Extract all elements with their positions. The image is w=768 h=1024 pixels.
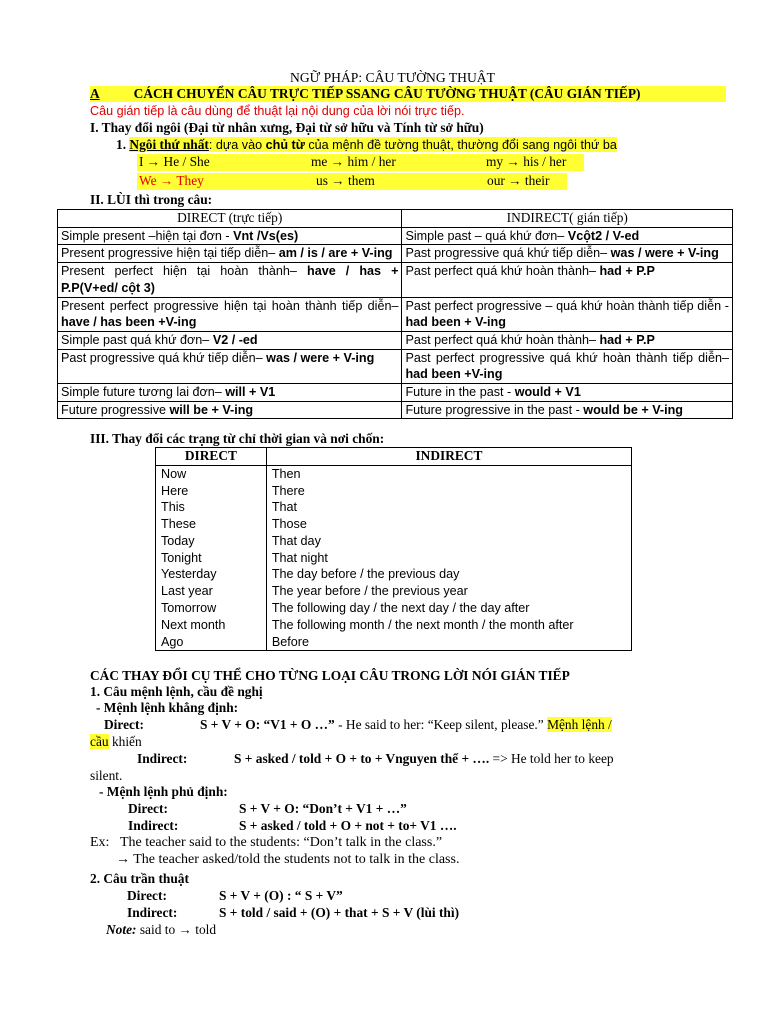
direct-adverb: Yesterday — [156, 566, 267, 583]
part2-heading: II. LÙI thì trong câu: — [90, 192, 213, 207]
s2-indirect-formula: S + told / said + (O) + that + S + V (lùi thì) — [219, 905, 460, 920]
aff-direct-content — [200, 717, 612, 733]
indirect-cell — [402, 401, 733, 419]
indirect-adverb: There — [266, 483, 631, 500]
tense-name: Present progressive hiện tại tiếp diễn– — [61, 246, 279, 261]
tense-formula: have / has been +V-ing — [61, 315, 197, 330]
pronoun-pair: I → He / She — [139, 154, 210, 169]
direct-cell — [58, 263, 402, 297]
note-label: Note: — [106, 922, 137, 937]
document-title: NGỮ PHÁP: CÂU TƯỜNG THUẬT — [290, 70, 495, 85]
tense-name: Future progressive — [61, 402, 170, 417]
neg-direct-formula: S + V + O: “Don’t + V1 + …” — [239, 801, 407, 816]
tense-name: Past progressive quá khứ tiếp diễn– — [61, 350, 267, 365]
tense-formula: am / is / are + V-ing — [278, 246, 393, 261]
part3-heading: III. Thay đổi các trạng từ chỉ thời gian và nơi chốn: — [90, 431, 385, 446]
indirect-adverb: The day before / the previous day — [266, 566, 631, 583]
s1-heading: 1. Câu mệnh lệnh, cầu đề nghị — [90, 684, 263, 699]
indirect-label: Indirect: — [137, 751, 188, 766]
direct-adverb: These — [156, 516, 267, 533]
tense-formula: V2 / -ed — [212, 332, 258, 347]
direct-cell — [58, 401, 402, 419]
aff-indirect-content — [234, 751, 614, 767]
part4-heading: CÁC THAY ĐỔI CỤ THỂ CHO TỪNG LOẠI CÂU TRONG LỜI NÓI GIÁN TIẾP — [90, 668, 570, 683]
table-header-row — [58, 210, 733, 228]
item-bold: chủ từ — [265, 138, 305, 152]
s1-neg-heading: - Mệnh lệnh phủ định: — [99, 784, 228, 799]
direct-cell — [58, 245, 402, 263]
direct-adverb: This — [156, 499, 267, 516]
direct-adverb: Last year — [156, 583, 267, 600]
pronoun-row-2 — [137, 173, 567, 190]
table-row — [156, 483, 632, 500]
aff-direct-line — [104, 717, 144, 733]
indirect-cell — [402, 263, 733, 297]
direct-label: Direct: — [104, 717, 144, 732]
tense-formula: was / were + V-ing — [266, 350, 375, 365]
direct-cell — [58, 349, 402, 383]
pronoun-pair: us → them — [316, 173, 375, 188]
table-row — [58, 331, 733, 349]
s2-indirect-label: Indirect: — [127, 905, 178, 920]
indirect-cell — [402, 349, 733, 383]
table-row — [156, 533, 632, 550]
direct-adverb: Ago — [156, 634, 267, 651]
table-row — [156, 566, 632, 583]
direct-adverb: Today — [156, 533, 267, 550]
pronoun-pair: my → his / her — [486, 154, 567, 169]
column-header-direct: DIRECT (trực tiếp) — [58, 210, 402, 228]
example-text: The teacher said to the students: “Don’t talk in the class.” — [120, 835, 443, 850]
column-header-direct: DIRECT — [156, 448, 267, 466]
item-label: Ngôi thứ nhất — [129, 137, 209, 152]
direct-cell — [58, 384, 402, 402]
tense-formula: have / has + P.P(V+ed/ cột 3) — [61, 264, 399, 295]
table-row — [156, 516, 632, 533]
tense-formula: Vcột2 / V-ed — [567, 228, 640, 243]
neg-direct-label: Direct: — [128, 801, 168, 816]
direct-adverb: Here — [156, 483, 267, 500]
example: - He said to her: “Keep silent, please.” — [334, 717, 548, 732]
table-row — [156, 600, 632, 617]
tense-formula: would + V1 — [514, 385, 581, 400]
tense-table — [57, 209, 733, 419]
direct-adverb: Next month — [156, 617, 267, 634]
table-row — [58, 384, 733, 402]
table-row — [58, 245, 733, 263]
formula: S + asked / told + O + to + Vnguyen thể + …. — [234, 751, 493, 766]
indirect-adverb: The following day / the next day / the day after — [266, 600, 631, 617]
neg-indirect-label: Indirect: — [128, 818, 179, 833]
indirect-cell — [402, 297, 733, 331]
indirect-adverb: That night — [266, 550, 631, 567]
item-number: 1. — [116, 137, 127, 152]
table-row — [156, 465, 632, 482]
tense-name: Simple future tương lai đơn– — [61, 385, 226, 400]
indirect-adverb: That — [266, 499, 631, 516]
section-a-letter: A — [90, 86, 100, 101]
tense-formula: will + V1 — [225, 385, 276, 400]
tense-name: Present perfect progressive hiện tại hoàn thành tiếp diễn– — [61, 298, 399, 313]
direct-adverb: Now — [156, 465, 267, 482]
aff-indirect-example-cont: silent. — [90, 768, 123, 783]
pronoun-pair: me → him / her — [311, 154, 396, 169]
table-header-row — [156, 448, 632, 466]
table-row — [156, 550, 632, 567]
column-header-indirect: INDIRECT( gián tiếp) — [402, 210, 733, 228]
tense-name: Past perfect progressive quá khứ hoàn thành tiếp diễn– — [405, 350, 729, 365]
table-row — [58, 401, 733, 419]
tense-name: Past progressive quá khứ tiếp diễn– — [405, 246, 611, 261]
tense-formula: Vnt /Vs(es) — [233, 228, 299, 243]
indirect-adverb: That day — [266, 533, 631, 550]
direct-adverb: Tonight — [156, 550, 267, 567]
part1-item — [116, 137, 617, 153]
item-text-a: : dựa vào — [208, 138, 266, 152]
indirect-cell — [402, 384, 733, 402]
highlight-note: Mệnh lệnh / — [547, 717, 612, 732]
pronoun-pair: We → They — [139, 173, 204, 188]
note-line — [106, 922, 216, 938]
tense-name: Future in the past - — [405, 385, 515, 400]
direct-cell — [58, 227, 402, 245]
table-row — [58, 349, 733, 383]
tense-name: Future progressive in the past - — [405, 402, 584, 417]
note-rest: khiến — [108, 734, 142, 749]
direct-cell — [58, 331, 402, 349]
adverb-table — [155, 447, 632, 651]
tense-name: Present perfect hiện tại hoàn thành– — [61, 264, 307, 279]
part1-heading: I. Thay đổi ngôi (Đại từ nhân xưng, Đại từ sở hữu và Tính từ sở hữu) — [90, 120, 484, 135]
tense-formula: had been +V-ing — [405, 367, 503, 382]
table-row — [156, 634, 632, 651]
tense-name: Past perfect progressive – quá khứ hoàn thành tiếp diễn - — [405, 298, 729, 313]
indirect-adverb: The following month / the next month / the month after — [266, 617, 631, 634]
tense-formula: had + P.P — [599, 332, 655, 347]
neg-indirect-formula: S + asked / told + O + not + to+ V1 …. — [239, 818, 457, 833]
column-header-indirect: INDIRECT — [266, 448, 631, 466]
formula: S + V + O: “V1 + O …” — [200, 717, 335, 732]
s2-heading: 2. Câu trần thuật — [90, 871, 189, 886]
indirect-cell — [402, 331, 733, 349]
tense-formula: was / were + V-ing — [610, 246, 719, 261]
example-label: Ex: — [90, 835, 110, 850]
pronoun-pair: our → their — [487, 173, 550, 188]
indirect-adverb: Then — [266, 465, 631, 482]
section-a-title: CÁCH CHUYỂN CÂU TRỰC TIẾP SSANG CÂU TƯỜNG THUẬT (CÂU GIÁN TIẾP) — [133, 86, 641, 101]
s1-aff-heading: - Mệnh lệnh khẳng định: — [96, 700, 239, 715]
pronoun-row-1 — [137, 154, 584, 171]
table-row — [156, 617, 632, 634]
example-result: → The teacher asked/told the students not to talk in the class. — [116, 852, 460, 867]
table-row — [156, 583, 632, 600]
indirect-adverb: Before — [266, 634, 631, 651]
direct-adverb: Tomorrow — [156, 600, 267, 617]
s2-direct-formula: S + V + (O) : “ S + V” — [219, 888, 343, 903]
tense-name: Simple present –hiện tại đơn - — [61, 228, 234, 243]
aff-indirect-label — [137, 751, 187, 767]
table-row — [58, 297, 733, 331]
table-row — [58, 263, 733, 297]
tense-name: Simple past quá khứ đơn– — [61, 332, 213, 347]
aff-note-cont — [90, 734, 142, 750]
s2-direct-label: Direct: — [127, 888, 167, 903]
table-row — [156, 499, 632, 516]
highlight-note: cầu — [90, 734, 109, 749]
note-text: said to → told — [136, 922, 217, 937]
tense-formula: will be + V-ing — [169, 402, 254, 417]
tense-name: Past perfect quá khứ hoàn thành– — [405, 332, 600, 347]
tense-formula: would be + V-ing — [583, 402, 683, 417]
item-text-b: của mệnh đề tường thuật, thường đổi sang ngôi thứ ba — [304, 138, 617, 152]
indirect-cell — [402, 245, 733, 263]
definition-text: Câu gián tiếp là câu dùng để thuật lại nội dung của lời nói trực tiếp. — [90, 104, 465, 118]
indirect-adverb: Those — [266, 516, 631, 533]
example: => He told her to keep — [492, 751, 614, 766]
tense-formula: had + P.P — [599, 264, 655, 279]
indirect-cell — [402, 227, 733, 245]
tense-name: Past perfect quá khứ hoàn thành– — [405, 264, 600, 279]
tense-name: Simple past – quá khứ đơn– — [405, 228, 568, 243]
indirect-adverb: The year before / the previous year — [266, 583, 631, 600]
table-row — [58, 227, 733, 245]
tense-formula: had been + V-ing — [405, 315, 506, 330]
direct-cell — [58, 297, 402, 331]
section-a-heading — [90, 86, 724, 102]
